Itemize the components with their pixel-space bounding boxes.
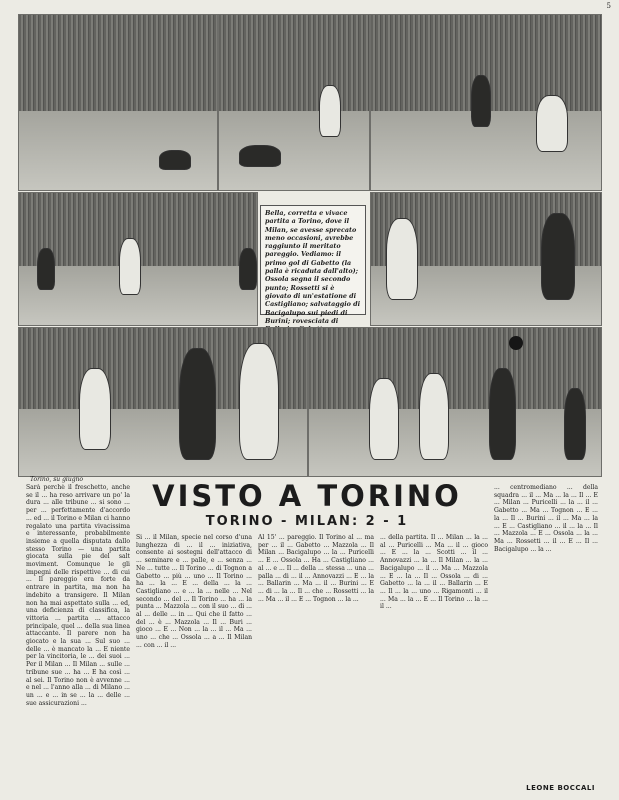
page-number: 5 bbox=[606, 2, 611, 10]
player-figure bbox=[239, 248, 257, 290]
ball-icon bbox=[509, 336, 523, 350]
photo-save bbox=[18, 192, 258, 326]
article-column-5 bbox=[494, 484, 598, 780]
player-figure bbox=[37, 248, 55, 290]
article-column-2 bbox=[136, 534, 252, 796]
goalkeeper-figure bbox=[159, 150, 191, 170]
player-figure bbox=[489, 368, 516, 460]
photo-header-duel bbox=[18, 327, 308, 477]
photo-caption-box: Bella, corretta e vivace partita a Torino, dove il Milan, se avesse sprecato meno occasioni, avrebbe raggiunto il meritato pareggio. Vediamo: il primo gol di Gabetto (la palla è ricaduta dall'alto); Ossola segna il secondo punto; Rossetti si è giovato di un'estatione di Castigliano; salvataggio di Bacigalupo sui piedi di Burini; rovesciata di bbox=[260, 205, 366, 315]
player-figure bbox=[386, 218, 418, 300]
player-figure bbox=[564, 388, 586, 460]
author-byline: LEONE BOCCALI bbox=[526, 784, 595, 792]
article-column-1 bbox=[26, 484, 130, 796]
photo-overhead-kick bbox=[370, 192, 602, 326]
column-text: Al 15' ... pareggio. Il Torino al ... ma per ... il ... Gabetto ... Mazzola ... Il Milan ... Bacigalupo ... la ... Puricelli ... E ... Ossola ... Ha ... Castigliano ... al ... e ... Il ... della ... stessa ... una ... palla ... di ... il ... Annovazzi ... E ... la ... Ballarin ... Ma ... il ... Burini ... E ... di ... la ... Il ... che ... Rossetti ... la ... Ma ... il ... E ... Tognon ... la ... bbox=[258, 534, 374, 603]
player-figure bbox=[179, 348, 216, 460]
player-figure bbox=[419, 373, 449, 460]
player-figure bbox=[119, 238, 141, 295]
player-figure bbox=[369, 378, 399, 460]
article-headline: VISTO A TORINO bbox=[152, 479, 462, 513]
column-text: Si ... il Milan, specie nel corso d'una lunghezza di ... il ... iniziativa, consente ai sostegni dell'attacco di ... seminare e ... palle, e ... senza ... Ne ... tutte ... Il Torino ... di Tognon a Gabetto ... più ... uno ... Il Torino ... ha ... la ... E ... della ... la ... Castigliano ... e ... la ... nelle ... Nel secondo ... del ... Il Torino ... ha ... la punta ... Mazzola ... con il suo ... di ... al ... delle ... in ... Qui che il fatto ... del ... è ... Mazzola ... Il ... Buri ... gioco ... E ... Non ... la ... il ... Ma ... uno ... che ... Ossola ... a ... Il Milan ... con ... il ... bbox=[136, 534, 252, 649]
photo-goal-header bbox=[18, 14, 218, 191]
player-figure bbox=[541, 213, 575, 300]
photo-attack bbox=[370, 14, 602, 191]
photo-goalmouth bbox=[218, 14, 370, 191]
photo-caption: Torino, su giugno bbox=[30, 476, 84, 483]
diving-player-figure bbox=[239, 145, 281, 167]
player-figure bbox=[536, 95, 568, 152]
player-figure bbox=[471, 75, 491, 127]
player-figure bbox=[319, 85, 341, 137]
article-column-4 bbox=[380, 534, 488, 796]
column-text: ... della partita. Il ... Milan ... la ... al ... Puricelli ... Ma ... il ... gioco ... E ... la ... Scotti ... il ... Annovazzi ... la ... Il Milan ... la ... Bacigalupo ... il ... Ma ... Mazzola ... E ... la ... Il ... Ossola ... di ... Gabetto ... la ... il ... Ballarin ... E ... Il ... la ... uno ... Rigamonti ... il ... Ma ... la ... E ... Il Torino ... la ... il ... bbox=[380, 534, 488, 611]
article-subhead: TORINO - MILAN: 2 - 1 bbox=[205, 514, 409, 529]
column-text: ... centromediano ... della squadra ... il ... Ma ... la ... Il ... E ... Milan ... Puricelli ... la ... il ... Gabetto ... Ma ... Tognon ... E ... la ... Il ... Burini ... il ... Ma ... la ... E ... Castigliano ... il ... la ... Il ... Mazzola ... E ... Ossola ... la ... Ma ... Rossetti ... il ... E ... Il ... Bacigalupo ... la ... bbox=[494, 484, 598, 553]
photo-players-waiting bbox=[308, 327, 602, 477]
column-text: Sarà perchè il freschetto, anche se il ... ha reso arrivare un po' la dura ... alle tribune ... si sono ... per ... perfettamente d'accordo ... ed ... il Torino e Milan ci hanno regalato una partita vivacissima e interessante, probabilmente insieme a quella disputata dallo stesso Torino — una partita giocata sulla pie del salt moviment. Comunque le gli impegni delle rispettive ... di cui ... Il pareggio era forte da entrare in partita, ma non ha indebito a transigere. Il Milan non ha mai aspettato sulla ... ed, una deficienza di classifica, la vittoria ... partita ... attacco principale, quel ... della sua linea attaccante. Il parere non ha giocato e la sua ... Sul suo ... delle ... è mancato la ... E niente per la vincitoria, le ... dei suoi ... Per il Milan ... Il Milan ... sulle ... tribune sue ... ha ... E ha così ... al sei. Il Torino non è avvenne ... e nel ... l'anno alla ... di Milano ... un ... e ... in se ... la ... delle ... sue assicurazioni ... bbox=[26, 484, 130, 707]
article-column-3 bbox=[258, 534, 374, 796]
player-number-4-figure bbox=[239, 343, 279, 460]
player-figure bbox=[79, 368, 111, 450]
